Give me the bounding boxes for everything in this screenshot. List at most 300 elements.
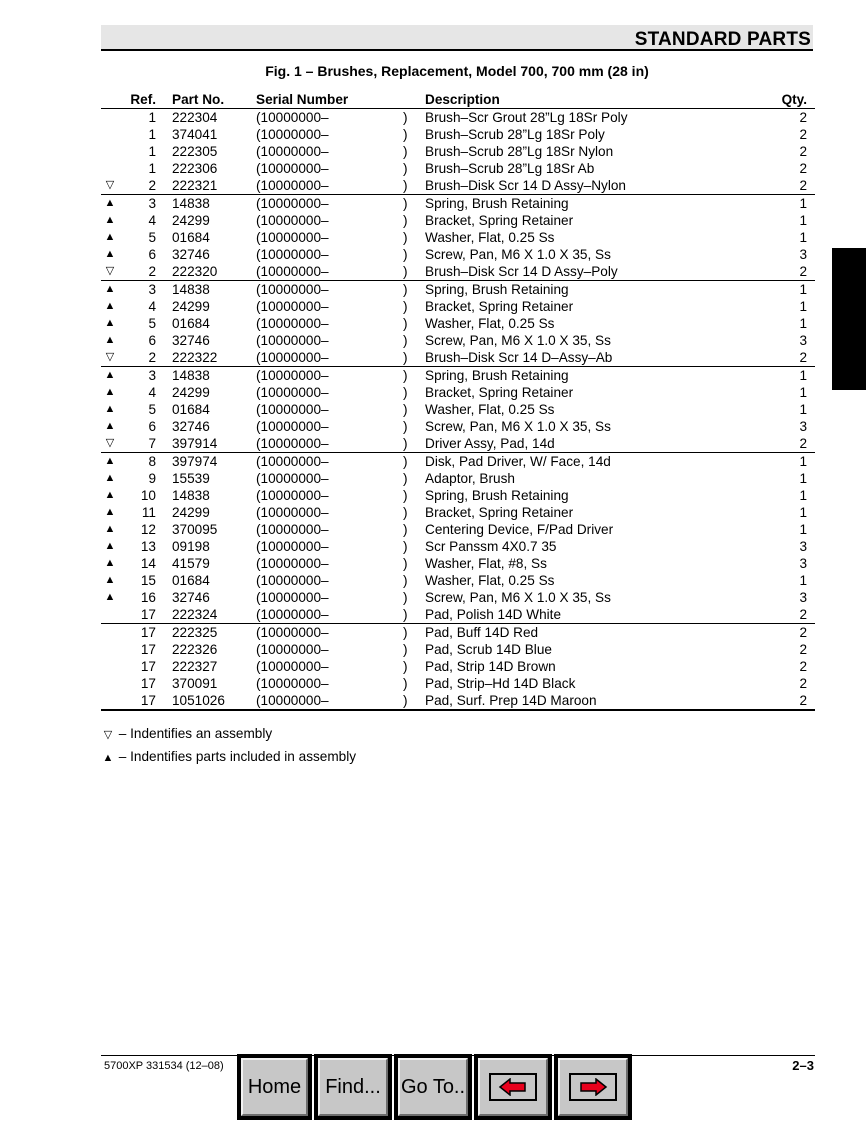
header-description: Description xyxy=(425,92,500,107)
description-cell: Bracket, Spring Retainer xyxy=(425,505,574,520)
serial-number-cell: (10000000– xyxy=(256,247,329,262)
serial-close-paren: ) xyxy=(403,505,408,520)
qty-cell: 2 xyxy=(799,264,807,279)
serial-close-paren: ) xyxy=(403,573,408,588)
ref-cell: 2 xyxy=(148,350,156,365)
serial-number-cell: (10000000– xyxy=(256,573,329,588)
legend-included xyxy=(101,749,356,764)
part-no-cell: 222324 xyxy=(172,607,218,622)
description-cell: Pad, Strip–Hd 14D Black xyxy=(425,676,576,691)
serial-number-cell: (10000000– xyxy=(256,505,329,520)
qty-cell: 2 xyxy=(799,607,807,622)
serial-close-paren: ) xyxy=(403,264,408,279)
description-cell: Bracket, Spring Retainer xyxy=(425,213,574,228)
part-no-cell: 24299 xyxy=(172,385,210,400)
ref-cell: 8 xyxy=(148,454,156,469)
left-arrow-icon xyxy=(489,1073,537,1101)
table-row xyxy=(101,470,815,487)
serial-number-cell: (10000000– xyxy=(256,368,329,383)
qty-cell: 2 xyxy=(799,642,807,657)
description-cell: Spring, Brush Retaining xyxy=(425,282,569,297)
part-no-cell: 32746 xyxy=(172,333,210,348)
ref-cell: 3 xyxy=(148,196,156,211)
qty-cell: 1 xyxy=(799,196,807,211)
qty-cell: 2 xyxy=(799,350,807,365)
serial-close-paren: ) xyxy=(403,247,408,262)
part-no-cell: 222321 xyxy=(172,178,218,193)
part-no-cell: 24299 xyxy=(172,299,210,314)
table-body xyxy=(101,109,815,711)
serial-number-cell: (10000000– xyxy=(256,693,329,708)
qty-cell: 1 xyxy=(799,368,807,383)
description-cell: Scr Panssm 4X0.7 35 xyxy=(425,539,557,554)
header-qty: Qty. xyxy=(781,92,807,107)
part-no-cell: 14838 xyxy=(172,488,210,503)
table-row xyxy=(101,126,815,143)
serial-number-cell: (10000000– xyxy=(256,607,329,622)
table-row xyxy=(101,315,815,332)
table-row xyxy=(101,572,815,589)
row-mark-icon: ▽ xyxy=(105,437,115,449)
header-bar xyxy=(101,25,813,51)
part-no-cell: 222325 xyxy=(172,625,218,640)
serial-number-cell: (10000000– xyxy=(256,539,329,554)
description-cell: Washer, Flat, 0.25 Ss xyxy=(425,316,555,331)
next-page-button[interactable] xyxy=(554,1054,632,1120)
ref-cell: 17 xyxy=(140,642,156,657)
serial-close-paren: ) xyxy=(403,402,408,417)
qty-cell: 1 xyxy=(799,454,807,469)
home-label: Home xyxy=(247,1075,302,1098)
serial-number-cell: (10000000– xyxy=(256,522,329,537)
right-arrow-icon xyxy=(569,1073,617,1101)
part-no-cell: 222304 xyxy=(172,110,218,125)
part-no-cell: 370095 xyxy=(172,522,218,537)
part-no-cell: 222326 xyxy=(172,642,218,657)
part-no-cell: 14838 xyxy=(172,282,210,297)
description-cell: Brush–Scrub 28”Lg 18Sr Poly xyxy=(425,127,605,142)
qty-cell: 1 xyxy=(799,471,807,486)
serial-close-paren: ) xyxy=(403,642,408,657)
description-cell: Screw, Pan, M6 X 1.0 X 35, Ss xyxy=(425,247,611,262)
qty-cell: 3 xyxy=(799,590,807,605)
page-title: STANDARD PARTS xyxy=(634,29,811,50)
document-code: 5700XP 331534 (12–08) xyxy=(104,1060,224,1072)
part-no-cell: 24299 xyxy=(172,213,210,228)
header-part-no: Part No. xyxy=(172,92,225,107)
table-row xyxy=(101,401,815,418)
included-symbol: ▲ xyxy=(102,752,114,764)
serial-number-cell: (10000000– xyxy=(256,454,329,469)
table-row xyxy=(101,418,815,435)
part-no-cell: 14838 xyxy=(172,196,210,211)
serial-number-cell: (10000000– xyxy=(256,590,329,605)
table-row xyxy=(101,177,815,195)
part-no-cell: 41579 xyxy=(172,556,210,571)
previous-page-button[interactable] xyxy=(474,1054,552,1120)
table-row xyxy=(101,692,815,711)
serial-number-cell: (10000000– xyxy=(256,333,329,348)
row-mark-icon: ▲ xyxy=(104,300,116,312)
part-no-cell: 1051026 xyxy=(172,693,225,708)
find-button[interactable] xyxy=(314,1054,392,1120)
serial-close-paren: ) xyxy=(403,693,408,708)
ref-cell: 1 xyxy=(148,161,156,176)
qty-cell: 1 xyxy=(799,299,807,314)
qty-cell: 1 xyxy=(799,573,807,588)
description-cell: Centering Device, F/Pad Driver xyxy=(425,522,614,537)
table-row xyxy=(101,589,815,606)
ref-cell: 9 xyxy=(148,471,156,486)
serial-close-paren: ) xyxy=(403,144,408,159)
qty-cell: 3 xyxy=(799,247,807,262)
description-cell: Driver Assy, Pad, 14d xyxy=(425,436,555,451)
serial-number-cell: (10000000– xyxy=(256,316,329,331)
qty-cell: 1 xyxy=(799,385,807,400)
part-no-cell: 01684 xyxy=(172,316,210,331)
home-button[interactable] xyxy=(237,1054,312,1120)
row-mark-icon: ▲ xyxy=(104,334,116,346)
ref-cell: 17 xyxy=(140,693,156,708)
serial-number-cell: (10000000– xyxy=(256,264,329,279)
table-header xyxy=(101,91,815,109)
qty-cell: 2 xyxy=(799,625,807,640)
part-no-cell: 01684 xyxy=(172,230,210,245)
part-no-cell: 15539 xyxy=(172,471,210,486)
ref-cell: 5 xyxy=(148,230,156,245)
description-cell: Pad, Strip 14D Brown xyxy=(425,659,556,674)
serial-close-paren: ) xyxy=(403,196,408,211)
table-row xyxy=(101,212,815,229)
ref-cell: 10 xyxy=(140,488,156,503)
ref-cell: 4 xyxy=(148,385,156,400)
description-cell: Washer, Flat, 0.25 Ss xyxy=(425,573,555,588)
row-mark-icon: ▲ xyxy=(104,489,116,501)
serial-close-paren: ) xyxy=(403,539,408,554)
ref-cell: 1 xyxy=(148,127,156,142)
serial-number-cell: (10000000– xyxy=(256,110,329,125)
description-cell: Screw, Pan, M6 X 1.0 X 35, Ss xyxy=(425,333,611,348)
qty-cell: 2 xyxy=(799,178,807,193)
ref-cell: 16 xyxy=(140,590,156,605)
serial-close-paren: ) xyxy=(403,282,408,297)
table-row xyxy=(101,521,815,538)
part-no-cell: 09198 xyxy=(172,539,210,554)
serial-number-cell: (10000000– xyxy=(256,471,329,486)
table-row xyxy=(101,281,815,298)
part-no-cell: 14838 xyxy=(172,368,210,383)
qty-cell: 2 xyxy=(799,693,807,708)
part-no-cell: 222305 xyxy=(172,144,218,159)
description-cell: Pad, Scrub 14D Blue xyxy=(425,642,552,657)
serial-close-paren: ) xyxy=(403,625,408,640)
description-cell: Brush–Disk Scr 14 D Assy–Nylon xyxy=(425,178,626,193)
qty-cell: 3 xyxy=(799,333,807,348)
table-row xyxy=(101,641,815,658)
table-row xyxy=(101,229,815,246)
table-row xyxy=(101,195,815,212)
qty-cell: 2 xyxy=(799,161,807,176)
qty-cell: 1 xyxy=(799,230,807,245)
serial-close-paren: ) xyxy=(403,419,408,434)
description-cell: Bracket, Spring Retainer xyxy=(425,385,574,400)
goto-button[interactable] xyxy=(394,1054,472,1120)
ref-cell: 17 xyxy=(140,659,156,674)
row-mark-icon: ▽ xyxy=(105,351,115,363)
description-cell: Pad, Buff 14D Red xyxy=(425,625,539,640)
table-row xyxy=(101,246,815,263)
table-row xyxy=(101,160,815,177)
table-row xyxy=(101,263,815,281)
serial-number-cell: (10000000– xyxy=(256,488,329,503)
description-cell: Washer, Flat, 0.25 Ss xyxy=(425,230,555,245)
part-no-cell: 01684 xyxy=(172,402,210,417)
serial-number-cell: (10000000– xyxy=(256,676,329,691)
assembly-legend-text: – Indentifies an assembly xyxy=(118,726,273,741)
table-row xyxy=(101,298,815,315)
table-row xyxy=(101,624,815,641)
serial-close-paren: ) xyxy=(403,333,408,348)
ref-cell: 1 xyxy=(148,144,156,159)
serial-number-cell: (10000000– xyxy=(256,196,329,211)
part-no-cell: 01684 xyxy=(172,573,210,588)
qty-cell: 2 xyxy=(799,659,807,674)
ref-cell: 17 xyxy=(140,625,156,640)
serial-close-paren: ) xyxy=(403,230,408,245)
row-mark-icon: ▲ xyxy=(104,506,116,518)
ref-cell: 3 xyxy=(148,368,156,383)
qty-cell: 3 xyxy=(799,539,807,554)
table-row xyxy=(101,658,815,675)
description-cell: Screw, Pan, M6 X 1.0 X 35, Ss xyxy=(425,419,611,434)
serial-number-cell: (10000000– xyxy=(256,144,329,159)
part-no-cell: 397974 xyxy=(172,454,218,469)
table-row xyxy=(101,143,815,160)
ref-cell: 5 xyxy=(148,316,156,331)
row-mark-icon: ▲ xyxy=(104,420,116,432)
qty-cell: 1 xyxy=(799,522,807,537)
serial-close-paren: ) xyxy=(403,178,408,193)
row-mark-icon: ▲ xyxy=(104,540,116,552)
serial-number-cell: (10000000– xyxy=(256,213,329,228)
table-row xyxy=(101,367,815,384)
description-cell: Spring, Brush Retaining xyxy=(425,488,569,503)
ref-cell: 11 xyxy=(141,505,156,520)
serial-number-cell: (10000000– xyxy=(256,402,329,417)
serial-number-cell: (10000000– xyxy=(256,299,329,314)
ref-cell: 6 xyxy=(148,247,156,262)
table-row xyxy=(101,453,815,470)
description-cell: Disk, Pad Driver, W/ Face, 14d xyxy=(425,454,611,469)
part-no-cell: 222320 xyxy=(172,264,218,279)
description-cell: Screw, Pan, M6 X 1.0 X 35, Ss xyxy=(425,590,611,605)
qty-cell: 2 xyxy=(799,127,807,142)
serial-close-paren: ) xyxy=(403,161,408,176)
row-mark-icon: ▲ xyxy=(104,248,116,260)
serial-close-paren: ) xyxy=(403,385,408,400)
serial-close-paren: ) xyxy=(403,488,408,503)
table-row xyxy=(101,675,815,692)
row-mark-icon: ▽ xyxy=(105,179,115,191)
serial-number-cell: (10000000– xyxy=(256,161,329,176)
qty-cell: 3 xyxy=(799,419,807,434)
section-tab xyxy=(832,248,866,390)
ref-cell: 12 xyxy=(140,522,156,537)
ref-cell: 2 xyxy=(148,178,156,193)
ref-cell: 5 xyxy=(148,402,156,417)
serial-close-paren: ) xyxy=(403,436,408,451)
row-mark-icon: ▲ xyxy=(104,455,116,467)
part-no-cell: 24299 xyxy=(172,505,210,520)
description-cell: Brush–Scrub 28”Lg 18Sr Nylon xyxy=(425,144,614,159)
serial-number-cell: (10000000– xyxy=(256,659,329,674)
table-row xyxy=(101,349,815,367)
qty-cell: 2 xyxy=(799,436,807,451)
ref-cell: 15 xyxy=(140,573,156,588)
row-mark-icon: ▲ xyxy=(104,369,116,381)
row-mark-icon: ▲ xyxy=(104,472,116,484)
serial-number-cell: (10000000– xyxy=(256,127,329,142)
row-mark-icon: ▲ xyxy=(104,283,116,295)
ref-cell: 7 xyxy=(148,436,156,451)
ref-cell: 2 xyxy=(148,264,156,279)
parts-table xyxy=(101,91,815,711)
row-mark-icon: ▲ xyxy=(104,574,116,586)
serial-close-paren: ) xyxy=(403,368,408,383)
ref-cell: 4 xyxy=(148,299,156,314)
figure-title: Fig. 1 – Brushes, Replacement, Model 700, 700 mm (28 in) xyxy=(265,63,649,79)
description-cell: Washer, Flat, #8, Ss xyxy=(425,556,547,571)
serial-number-cell: (10000000– xyxy=(256,556,329,571)
serial-close-paren: ) xyxy=(403,316,408,331)
description-cell: Pad, Polish 14D White xyxy=(425,607,562,622)
description-cell: Washer, Flat, 0.25 Ss xyxy=(425,402,555,417)
serial-close-paren: ) xyxy=(403,471,408,486)
description-cell: Brush–Scr Grout 28”Lg 18Sr Poly xyxy=(425,110,628,125)
description-cell: Spring, Brush Retaining xyxy=(425,196,569,211)
serial-number-cell: (10000000– xyxy=(256,625,329,640)
table-row xyxy=(101,555,815,572)
serial-close-paren: ) xyxy=(403,454,408,469)
serial-close-paren: ) xyxy=(403,676,408,691)
qty-cell: 3 xyxy=(799,556,807,571)
row-mark-icon: ▲ xyxy=(104,197,116,209)
table-row xyxy=(101,538,815,555)
serial-close-paren: ) xyxy=(403,299,408,314)
header-serial-number: Serial Number xyxy=(256,92,349,107)
ref-cell: 4 xyxy=(148,213,156,228)
description-cell: Adaptor, Brush xyxy=(425,471,515,486)
table-row xyxy=(101,487,815,504)
serial-close-paren: ) xyxy=(403,110,408,125)
part-no-cell: 222306 xyxy=(172,161,218,176)
ref-cell: 14 xyxy=(140,556,156,571)
part-no-cell: 32746 xyxy=(172,419,210,434)
serial-close-paren: ) xyxy=(403,556,408,571)
serial-close-paren: ) xyxy=(403,522,408,537)
serial-number-cell: (10000000– xyxy=(256,436,329,451)
part-no-cell: 222322 xyxy=(172,350,218,365)
row-mark-icon: ▲ xyxy=(104,214,116,226)
row-mark-icon: ▲ xyxy=(104,317,116,329)
row-mark-icon: ▽ xyxy=(105,265,115,277)
table-row xyxy=(101,384,815,401)
qty-cell: 1 xyxy=(799,213,807,228)
qty-cell: 2 xyxy=(799,676,807,691)
included-legend-text: – Indentifies parts included in assembly xyxy=(118,749,357,764)
ref-cell: 3 xyxy=(148,282,156,297)
qty-cell: 1 xyxy=(799,282,807,297)
description-cell: Bracket, Spring Retainer xyxy=(425,299,574,314)
serial-number-cell: (10000000– xyxy=(256,419,329,434)
navigation-bar xyxy=(237,1054,634,1120)
ref-cell: 6 xyxy=(148,419,156,434)
description-cell: Brush–Disk Scr 14 D–Assy–Ab xyxy=(425,350,613,365)
part-no-cell: 222327 xyxy=(172,659,218,674)
goto-label: Go To.. xyxy=(400,1075,466,1098)
ref-cell: 13 xyxy=(140,539,156,554)
part-no-cell: 32746 xyxy=(172,590,210,605)
description-cell: Brush–Disk Scr 14 D Assy–Poly xyxy=(425,264,618,279)
qty-cell: 1 xyxy=(799,488,807,503)
description-cell: Brush–Scrub 28”Lg 18Sr Ab xyxy=(425,161,595,176)
row-mark-icon: ▲ xyxy=(104,386,116,398)
serial-close-paren: ) xyxy=(403,590,408,605)
serial-number-cell: (10000000– xyxy=(256,178,329,193)
table-row xyxy=(101,435,815,453)
serial-close-paren: ) xyxy=(403,350,408,365)
part-no-cell: 370091 xyxy=(172,676,218,691)
serial-number-cell: (10000000– xyxy=(256,642,329,657)
serial-close-paren: ) xyxy=(403,213,408,228)
row-mark-icon: ▲ xyxy=(104,557,116,569)
table-row xyxy=(101,504,815,521)
table-row xyxy=(101,332,815,349)
qty-cell: 1 xyxy=(799,316,807,331)
assembly-symbol: ▽ xyxy=(103,729,113,741)
table-row xyxy=(101,109,815,126)
serial-number-cell: (10000000– xyxy=(256,350,329,365)
part-no-cell: 397914 xyxy=(172,436,218,451)
qty-cell: 2 xyxy=(799,110,807,125)
part-no-cell: 374041 xyxy=(172,127,218,142)
header-ref: Ref. xyxy=(130,92,156,107)
serial-number-cell: (10000000– xyxy=(256,385,329,400)
page-number: 2–3 xyxy=(792,1058,814,1073)
ref-cell: 17 xyxy=(140,607,156,622)
serial-close-paren: ) xyxy=(403,127,408,142)
description-cell: Spring, Brush Retaining xyxy=(425,368,569,383)
qty-cell: 1 xyxy=(799,402,807,417)
row-mark-icon: ▲ xyxy=(104,591,116,603)
part-no-cell: 32746 xyxy=(172,247,210,262)
serial-close-paren: ) xyxy=(403,607,408,622)
row-mark-icon: ▲ xyxy=(104,403,116,415)
ref-cell: 6 xyxy=(148,333,156,348)
row-mark-icon: ▲ xyxy=(104,231,116,243)
ref-cell: 17 xyxy=(140,676,156,691)
legend-assembly xyxy=(101,726,272,741)
ref-cell: 1 xyxy=(148,110,156,125)
serial-number-cell: (10000000– xyxy=(256,282,329,297)
description-cell: Pad, Surf. Prep 14D Maroon xyxy=(425,693,597,708)
serial-number-cell: (10000000– xyxy=(256,230,329,245)
table-row xyxy=(101,606,815,624)
qty-cell: 2 xyxy=(799,144,807,159)
find-label: Find... xyxy=(325,1075,381,1098)
qty-cell: 1 xyxy=(799,505,807,520)
serial-close-paren: ) xyxy=(403,659,408,674)
